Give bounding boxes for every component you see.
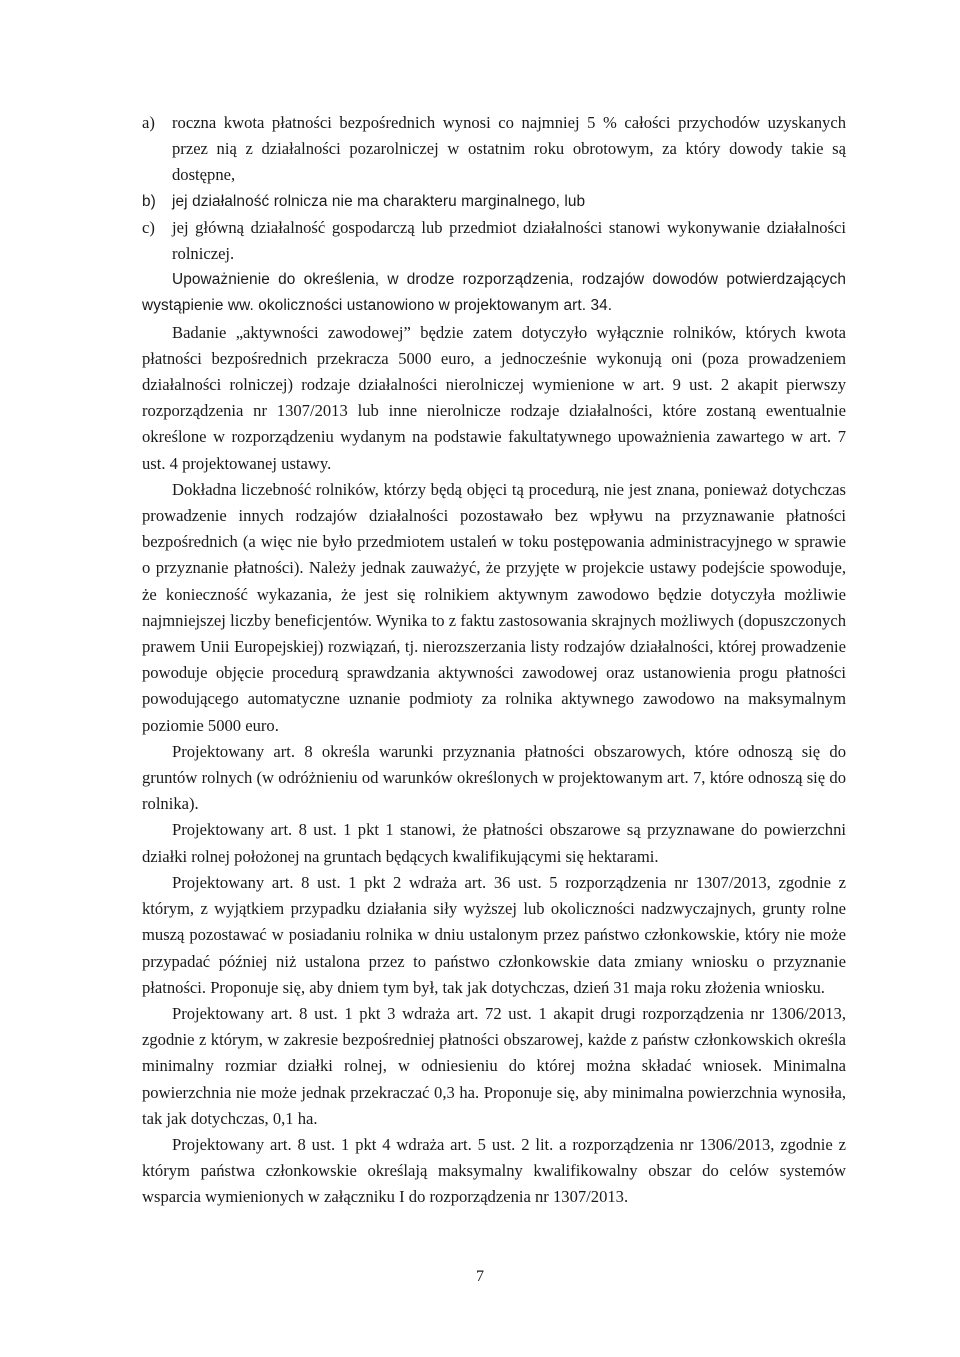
document-body	[142, 110, 846, 1211]
paragraph-art8-pkt1: Projektowany art. 8 ust. 1 pkt 1 stanowi, że płatności obszarowe są przyznawane do powierzchni działki rolnej położonej na gruntach będących kwalifikującymi się hektarami.	[142, 820, 846, 866]
list-marker: b)	[142, 192, 156, 210]
list-item-text: jej działalność rolnicza nie ma charakteru marginalnego, lub	[172, 192, 586, 210]
list-item-b	[142, 189, 846, 215]
paragraph-art8-conditions: Projektowany art. 8 określa warunki przyznania płatności obszarowych, które odnoszą się do gruntów rolnych (w odróżnieniu od warunków określonych w projektowanym art. 7, które odnoszą się do rolnika).	[142, 741, 846, 814]
list-item-text: jej główną działalność gospodarczą lub przedmiot działalności stanowi wykonywanie działalności rolniczej.	[172, 217, 846, 264]
paragraph-art8-pkt3: Projektowany art. 8 ust. 1 pkt 3 wdraża art. 72 ust. 1 akapit drugi rozporządzenia nr 1306/2013, zgodnie z którym, w zakresie bezpośredniej płatności obszarowej, każde z państw członkowskich określa minimalny rozmiar działki rolnej, w odniesieniu do której można składać wniosek. Minimalna powierzchnia nie może jednak przekraczać 0,3 ha. Proponuje się, aby minimalna powierzchnia wynosiła, tak jak dotychczas, 0,1 ha.	[142, 1003, 846, 1128]
list-marker: a)	[142, 113, 155, 132]
list-item-a	[142, 110, 846, 189]
list-item-text: roczna kwota płatności bezpośrednich wynosi co najmniej 5 % całości przychodów uzyskanych przez nią z działalności pozarolniczej w ostatnim roku obrotowym, za który dowody takie są dostępne,	[172, 113, 846, 185]
paragraph-authorization: Upoważnienie do określenia, w drodze rozporządzenia, rodzajów dowodów potwierdzających wystąpienie ww. okoliczności ustanowiono w projektowanym art. 34.	[142, 271, 846, 315]
paragraph-activity-assessment: Badanie „aktywności zawodowej” będzie zatem dotyczyło wyłącznie rolników, których kwota płatności bezpośrednich przekracza 5000 euro, a jednocześnie wykonują oni (poza prowadzeniem działalności rolniczej) rodzaje działalności nierolniczej wymienione w art. 9 ust. 2 akapit pierwszy rozporządzenia nr 1307/2013 lub inne nierolnicze rodzaje działalności, które zostaną ewentualnie określone w rozporządzeniu wydanym na podstawie fakultatywnego upoważnienia zawartego w art. 7 ust. 4 projektowanej ustawy.	[142, 322, 846, 473]
paragraph-art8-pkt2: Projektowany art. 8 ust. 1 pkt 2 wdraża art. 36 ust. 5 rozporządzenia nr 1307/2013, zgodnie z którym, z wyjątkiem przypadku działania siły wyższej lub okoliczności nadzwyczajnych, grunty rolne muszą pozostawać w posiadaniu rolnika w dniu ustalonym przez państwo członkowskie, który nie może przypadać później niż ustalona przez to państwo członkowskie data zmiany wniosku o przyznanie płatności. Proponuje się, aby dniem tym był, tak jak dotychczas, dzień 31 maja roku złożenia wniosku.	[142, 872, 846, 997]
page-number: 7	[476, 1268, 484, 1285]
list-marker: c)	[142, 217, 155, 237]
paragraph-farmer-count: Dokładna liczebność rolników, którzy będą objęci tą procedurą, nie jest znana, ponieważ dotychczas prowadzenie innych rodzajów działalności pozostawało bez wpływu na przyznawanie płatności bezpośrednich (a więc nie było przedmiotem ustaleń w toku postępowania administracyjnego w sprawie o przyznanie płatności). Należy jednak zauważyć, że przyjęte w projekcie ustawy podejście spowoduje, że konieczność wykazania, że jest się rolnikiem aktywnym zawodowo będzie dotyczyła możliwie najmniejszej liczby beneficjentów. Wynika to z faktu zastosowania skrajnych możliwych (dopuszczonych prawem Unii Europejskiej) rozwiązań, tj. nierozszerzania listy rodzajów działalności, której prowadzenie powoduje objęcie procedurą sprawdzania aktywności zawodowej oraz ustanowienia progu płatności powodującego automatyczne uznanie podmioty za rolnika aktywnego zawodowo na maksymalnym poziomie 5000 euro.	[142, 479, 846, 735]
paragraph-art8-pkt4: Projektowany art. 8 ust. 1 pkt 4 wdraża art. 5 ust. 2 lit. a rozporządzenia nr 1306/2013, zgodnie z którym państwa członkowskie określają maksymalny kwalifikowalny obszar do celów systemów wsparcia wymienionych w załączniku I do rozporządzenia nr 1307/2013.	[142, 1134, 846, 1207]
list-item-c	[142, 215, 846, 267]
